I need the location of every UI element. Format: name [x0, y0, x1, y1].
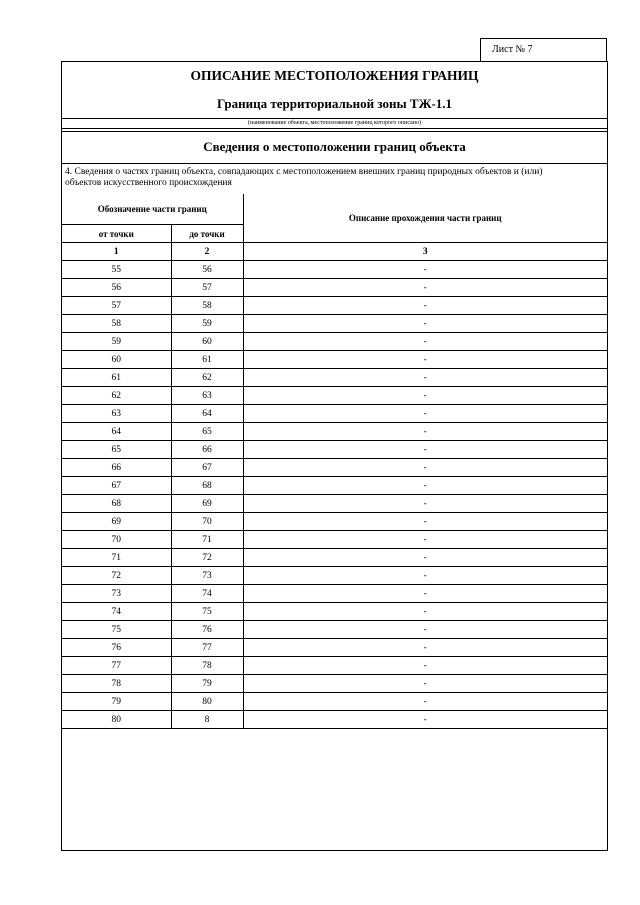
document-frame: [61, 61, 608, 851]
from-point-cell: 64: [62, 423, 171, 441]
from-point-cell: 59: [62, 333, 171, 351]
from-point-cell: 75: [62, 621, 171, 639]
boundary-parts-table: [62, 194, 607, 729]
table-row: [62, 279, 607, 297]
to-point-cell: 76: [171, 621, 243, 639]
to-point-cell: 71: [171, 531, 243, 549]
from-point-cell: 72: [62, 567, 171, 585]
to-point-cell: 73: [171, 567, 243, 585]
description-cell: -: [243, 369, 607, 387]
column-number: 2: [171, 243, 243, 261]
description-cell: -: [243, 711, 607, 729]
table-row: [62, 333, 607, 351]
table-row: [62, 405, 607, 423]
description-cell: -: [243, 279, 607, 297]
from-point-cell: 67: [62, 477, 171, 495]
description-cell: -: [243, 657, 607, 675]
to-point-cell: 57: [171, 279, 243, 297]
from-point-cell: 58: [62, 315, 171, 333]
description-cell: -: [243, 261, 607, 279]
to-point-cell: 74: [171, 585, 243, 603]
to-point-cell: 70: [171, 513, 243, 531]
description-cell: -: [243, 351, 607, 369]
to-point-cell: 56: [171, 261, 243, 279]
table-row: [62, 459, 607, 477]
description-cell: -: [243, 387, 607, 405]
table-row: [62, 351, 607, 369]
from-point-cell: 60: [62, 351, 171, 369]
to-point-cell: 79: [171, 675, 243, 693]
to-point-cell: 68: [171, 477, 243, 495]
table-row: [62, 423, 607, 441]
from-point-cell: 62: [62, 387, 171, 405]
from-point-cell: 74: [62, 603, 171, 621]
table-row: [62, 441, 607, 459]
to-point-cell: 64: [171, 405, 243, 423]
divider: [62, 128, 607, 129]
from-point-cell: 66: [62, 459, 171, 477]
description-cell: -: [243, 315, 607, 333]
description-cell: -: [243, 477, 607, 495]
table-row: [62, 603, 607, 621]
table-row: [62, 387, 607, 405]
from-point-cell: 77: [62, 657, 171, 675]
divider: [62, 131, 607, 132]
column-number: 1: [62, 243, 171, 261]
group-header: Обозначение части границ: [62, 194, 243, 225]
to-point-cell: 77: [171, 639, 243, 657]
description-cell: -: [243, 621, 607, 639]
description-cell: -: [243, 549, 607, 567]
table-row: [62, 369, 607, 387]
from-point-cell: 80: [62, 711, 171, 729]
description-cell: -: [243, 639, 607, 657]
section-title: Сведения о местоположении границ объекта: [203, 139, 466, 154]
from-point-cell: 70: [62, 531, 171, 549]
table-row: [62, 477, 607, 495]
table-row: [62, 297, 607, 315]
to-point-cell: 8: [171, 711, 243, 729]
from-point-cell: 78: [62, 675, 171, 693]
description-cell: -: [243, 405, 607, 423]
to-point-cell: 69: [171, 495, 243, 513]
to-header: до точки: [171, 225, 243, 243]
desc-header: Описание прохождения части границ: [243, 194, 607, 243]
table-row: [62, 567, 607, 585]
document-title: ОПИСАНИЕ МЕСТОПОЛОЖЕНИЯ ГРАНИЦ: [190, 68, 479, 83]
to-point-cell: 66: [171, 441, 243, 459]
table-row: [62, 585, 607, 603]
to-point-cell: 59: [171, 315, 243, 333]
document-subtitle: Граница территориальной зоны ТЖ-1.1: [216, 96, 453, 111]
section-note: 4. Сведения о частях границ объекта, совпадающих с местоположением внешних границ природных объектов и (или) объектов искусственного происхождения: [65, 167, 543, 188]
table-row: [62, 513, 607, 531]
description-cell: -: [243, 423, 607, 441]
from-point-cell: 57: [62, 297, 171, 315]
to-point-cell: 61: [171, 351, 243, 369]
description-cell: -: [243, 693, 607, 711]
description-cell: -: [243, 333, 607, 351]
from-point-cell: 65: [62, 441, 171, 459]
from-point-cell: 69: [62, 513, 171, 531]
description-cell: -: [243, 495, 607, 513]
table-row: [62, 261, 607, 279]
to-point-cell: 58: [171, 297, 243, 315]
from-point-cell: 76: [62, 639, 171, 657]
to-point-cell: 60: [171, 333, 243, 351]
table-row: [62, 495, 607, 513]
from-point-cell: 68: [62, 495, 171, 513]
table-row: [62, 531, 607, 549]
column-number: 3: [243, 243, 607, 261]
table-row: [62, 315, 607, 333]
divider: [62, 118, 607, 119]
from-header: от точки: [62, 225, 171, 243]
sheet-number: Лист № 7: [480, 38, 607, 61]
from-point-cell: 55: [62, 261, 171, 279]
to-point-cell: 72: [171, 549, 243, 567]
table-row: [62, 711, 607, 729]
description-cell: -: [243, 603, 607, 621]
description-cell: -: [243, 585, 607, 603]
to-point-cell: 80: [171, 693, 243, 711]
description-cell: -: [243, 297, 607, 315]
table-row: [62, 657, 607, 675]
description-cell: -: [243, 459, 607, 477]
divider: [62, 163, 607, 164]
description-cell: -: [243, 675, 607, 693]
from-point-cell: 71: [62, 549, 171, 567]
from-point-cell: 63: [62, 405, 171, 423]
table-row: [62, 621, 607, 639]
table-row: [62, 639, 607, 657]
table-row: [62, 693, 607, 711]
from-point-cell: 56: [62, 279, 171, 297]
to-point-cell: 62: [171, 369, 243, 387]
description-cell: -: [243, 531, 607, 549]
to-point-cell: 78: [171, 657, 243, 675]
to-point-cell: 63: [171, 387, 243, 405]
from-point-cell: 73: [62, 585, 171, 603]
description-cell: -: [243, 441, 607, 459]
from-point-cell: 61: [62, 369, 171, 387]
object-caption: (наименование объекта, местоположение границ которого описано): [248, 120, 421, 126]
from-point-cell: 79: [62, 693, 171, 711]
description-cell: -: [243, 513, 607, 531]
table-row: [62, 549, 607, 567]
to-point-cell: 67: [171, 459, 243, 477]
to-point-cell: 75: [171, 603, 243, 621]
table-row: [62, 675, 607, 693]
description-cell: -: [243, 567, 607, 585]
to-point-cell: 65: [171, 423, 243, 441]
